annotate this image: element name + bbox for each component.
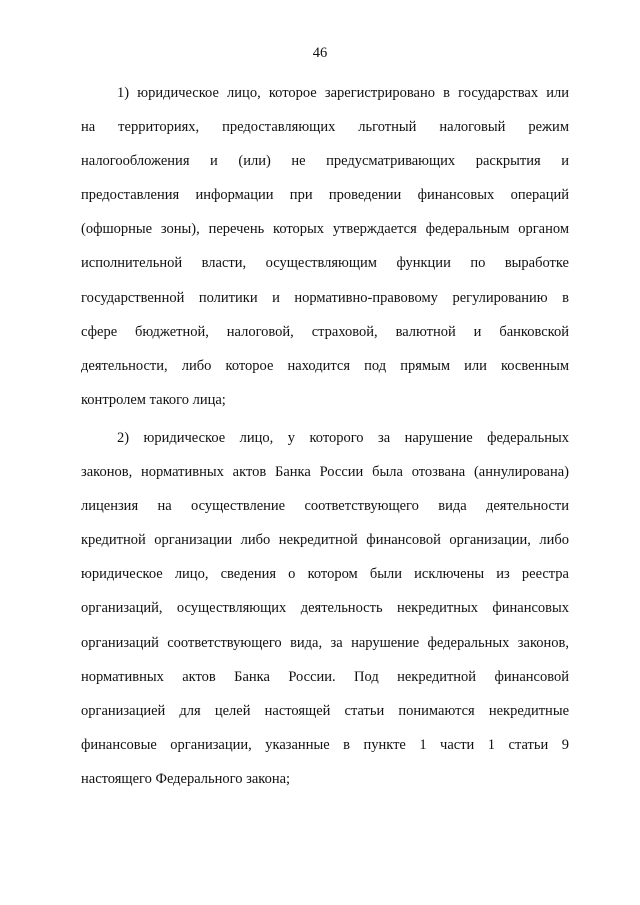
paragraph-line: настоящего Федерального закона; [81, 770, 291, 787]
paragraph-line: кредитной организации либо некредитной финансовой организации, либо [81, 532, 569, 549]
paragraph-line: деятельности, либо которое находится под прямым или косвенным [81, 357, 569, 374]
paragraph-line: налогообложения и (или) не предусматривающих раскрытия и [81, 153, 569, 170]
paragraph-line: 2) юридическое лицо, у которого за нарушение федеральных [117, 430, 569, 446]
paragraph-1 [81, 76, 569, 417]
paragraph-line: сфере бюджетной, налоговой, страховой, валютной и банковской [81, 323, 569, 340]
paragraph-line: на территориях, предоставляющих льготный налоговый режим [81, 119, 569, 136]
paragraph-2 [81, 421, 569, 796]
paragraph-line: юридическое лицо, сведения о котором были исключены из реестра [81, 566, 569, 583]
paragraph-line: финансовые организации, указанные в пункте 1 части 1 статьи 9 [81, 736, 569, 753]
paragraph-line: законов, нормативных актов Банка России была отозвана (аннулирована) [81, 464, 569, 481]
paragraph-line: государственной политики и нормативно-правовому регулированию в [81, 289, 569, 306]
paragraph-line: лицензия на осуществление соответствующего вида деятельности [81, 498, 569, 515]
paragraph-line: нормативных актов Банка России. Под некредитной финансовой [81, 668, 569, 685]
paragraph-line: 1) юридическое лицо, которое зарегистрировано в государствах или [117, 85, 569, 101]
paragraph-line: организаций, осуществляющих деятельность некредитных финансовых [81, 600, 569, 617]
paragraph-line: исполнительной власти, осуществляющим функции по выработке [81, 255, 569, 272]
paragraph-line: организацией для целей настоящей статьи понимаются некредитные [81, 702, 569, 719]
paragraph-line: предоставления информации при проведении финансовых операций [81, 187, 569, 204]
paragraph-line: организаций соответствующего вида, за нарушение федеральных законов, [81, 634, 569, 651]
paragraph-line: (офшорные зоны), перечень которых утверждается федеральным органом [81, 221, 569, 238]
page-number: 46 [312, 45, 328, 61]
paragraph-line: контролем такого лица; [81, 391, 226, 408]
